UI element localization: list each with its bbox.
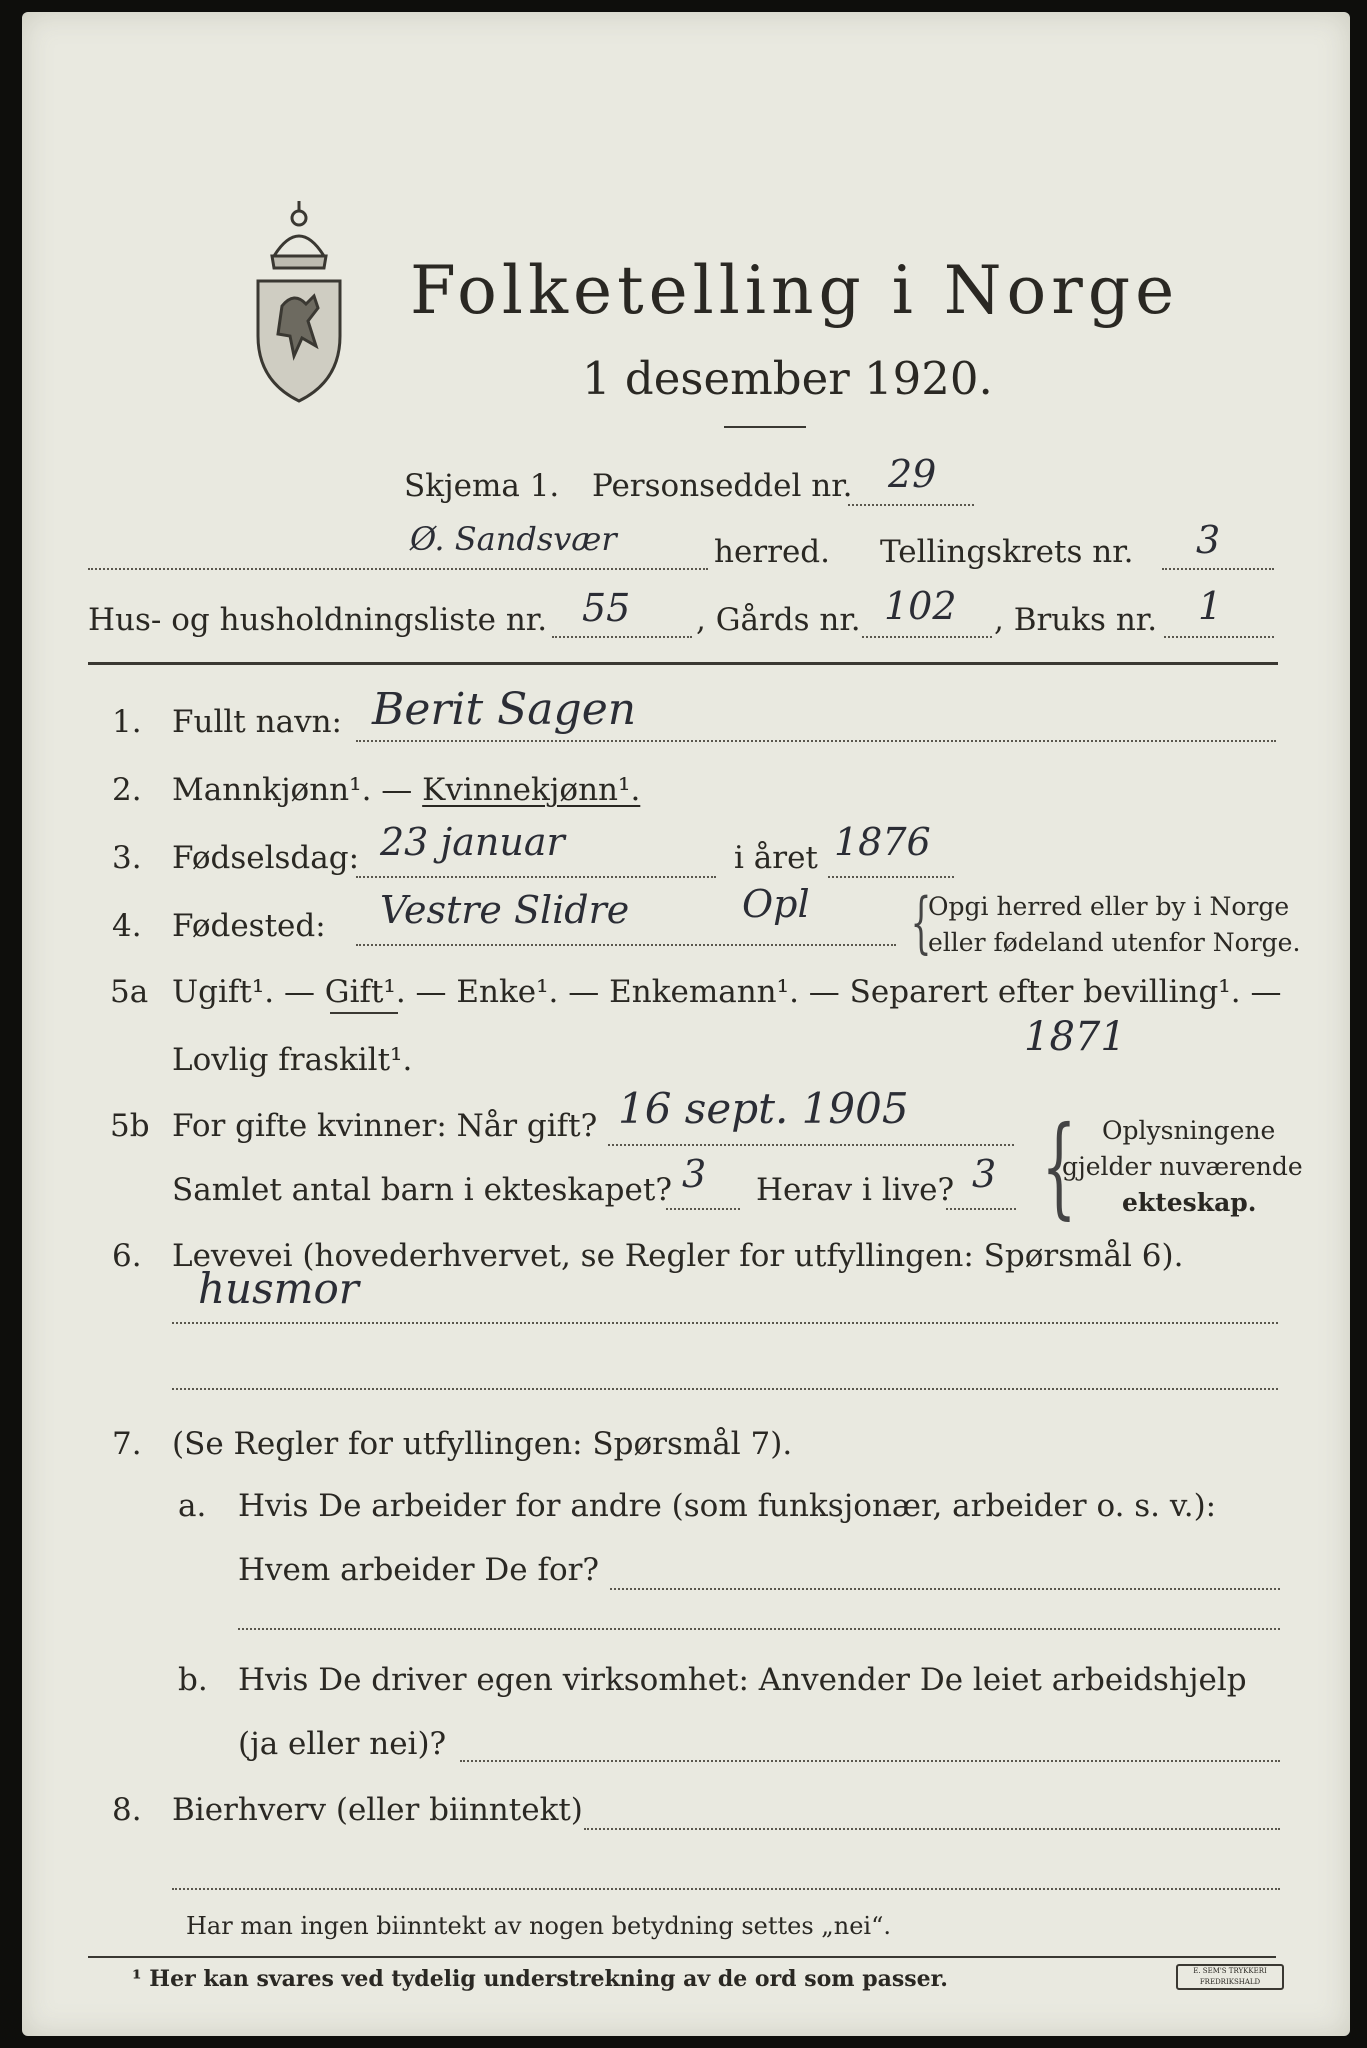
q1-field-line <box>356 740 1276 742</box>
coat-of-arms-logo <box>244 196 354 406</box>
gards-value[interactable]: 102 <box>884 584 957 628</box>
q4-brace: { <box>910 884 932 961</box>
q5b-brace: { <box>1041 1102 1077 1230</box>
q5b-side-note3: ekteskap. <box>1122 1188 1257 1217</box>
herred-label: herred. <box>714 534 830 570</box>
q5b-side-note1: Oplysningene <box>1102 1116 1276 1145</box>
bruks-label: , Bruks nr. <box>994 602 1158 638</box>
form-title: Folketelling i Norge <box>410 252 1180 329</box>
q8-field-line1[interactable] <box>584 1828 1280 1830</box>
herred-value[interactable]: Ø. Sandsvær <box>410 520 617 558</box>
q6-label: Levevei (hovederhvervet, se Regler for utfyllingen: Spørsmål 6). <box>172 1238 1184 1274</box>
bruks-field-line <box>1164 636 1274 638</box>
q8-label: Bierhverv (eller biinntekt) <box>172 1792 583 1828</box>
q5b-number: 5b <box>110 1108 150 1144</box>
biinntekt-note: Har man ingen biinntekt av nogen betydning settes „nei“. <box>186 1912 891 1940</box>
personseddel-field-line <box>848 504 974 506</box>
hus-label: Hus- og husholdningsliste nr. <box>88 602 548 638</box>
q4-number: 4. <box>112 908 142 944</box>
header-rule <box>88 662 1278 665</box>
hus-value[interactable]: 55 <box>582 586 631 630</box>
footnote-rule <box>88 1956 1276 1958</box>
q5b-married-field-line <box>608 1144 1014 1146</box>
q6-field-line1 <box>172 1322 1278 1324</box>
q7a-line2: Hvem arbeider De for? <box>238 1552 600 1588</box>
q3-birthday-value[interactable]: 23 januar <box>380 820 565 864</box>
personseddel-label: Personseddel nr. <box>592 468 853 504</box>
tellingskrets-label: Tellingskrets nr. <box>880 534 1134 570</box>
q8-field-line2[interactable] <box>172 1888 1280 1890</box>
q4-note-line1: Opgi herred eller by i Norge <box>928 892 1290 921</box>
q7-label: (Se Regler for utfyllingen: Spørsmål 7). <box>172 1426 793 1462</box>
q3-number: 3. <box>112 840 142 876</box>
q7a-letter: a. <box>178 1488 207 1524</box>
q2-number: 2. <box>112 772 142 808</box>
q5b-married-value[interactable]: 16 sept. 1905 <box>618 1084 909 1133</box>
q5b-alive-label: Herav i live? <box>756 1172 955 1208</box>
q5b-married-label: For gifte kvinner: Når gift? <box>172 1108 598 1144</box>
q7b-field-line[interactable] <box>460 1760 1280 1762</box>
q6-occupation-value[interactable]: husmor <box>198 1264 359 1313</box>
q2-mann-option[interactable]: Mannkjønn¹. <box>172 772 372 808</box>
q5b-children-label: Samlet antal barn i ekteskapet? <box>172 1172 672 1208</box>
q5a-number: 5a <box>110 974 149 1010</box>
tellingskrets-value[interactable]: 3 <box>1196 518 1221 562</box>
q2-line <box>172 772 640 808</box>
q4-note-line2: eller fødeland utenfor Norge. <box>928 928 1301 957</box>
gards-field-line <box>862 636 992 638</box>
q7b-line2: (ja eller nei)? <box>238 1726 447 1762</box>
q5b-side-note2: gjelder nuværende <box>1062 1152 1303 1181</box>
q2-separator: — <box>371 772 423 808</box>
q5a-gift-underline <box>330 1012 398 1014</box>
printer-stamp: E. SEM'S TRYKKERI FREDRIKSHALD <box>1176 1964 1284 1990</box>
census-date: 1 desember 1920. <box>582 352 993 405</box>
q3-year-value[interactable]: 1876 <box>834 820 931 864</box>
q4-field-line <box>356 944 896 946</box>
q5a-options[interactable]: Ugift¹. — Gift¹. — Enke¹. — Enkemann¹. — Separert efter bevilling¹. — <box>172 974 1282 1010</box>
q7b-letter: b. <box>178 1662 208 1698</box>
q3-label: Fødselsdag: <box>172 840 360 876</box>
gards-label: , Gårds nr. <box>696 602 861 638</box>
q5b-alive-value[interactable]: 3 <box>972 1152 997 1196</box>
q5b-alive-field-line <box>946 1208 1016 1210</box>
q6-number: 6. <box>112 1238 142 1274</box>
q1-number: 1. <box>112 704 142 740</box>
q2-kvinne-option[interactable]: Kvinnekjønn¹. <box>422 772 641 808</box>
q6-field-line2 <box>172 1388 1278 1390</box>
q4-label: Fødested: <box>172 908 326 944</box>
q3-field-line <box>356 876 716 878</box>
q5b-children-value[interactable]: 3 <box>682 1152 707 1196</box>
q7a-line1: Hvis De arbeider for andre (som funksjonær, arbeider o. s. v.): <box>238 1488 1217 1524</box>
q4-birthplace-county[interactable]: Opl <box>742 882 810 926</box>
q7b-line1: Hvis De driver egen virksomhet: Anvender De leiet arbeidshjelp <box>238 1662 1247 1698</box>
q5b-children-field-line <box>666 1208 740 1210</box>
q7a-field-line2[interactable] <box>238 1628 1280 1630</box>
q7a-field-line1[interactable] <box>610 1588 1280 1590</box>
q1-full-name-value[interactable]: Berit Sagen <box>372 684 637 735</box>
q5a-margin-note: 1871 <box>1024 1014 1126 1060</box>
q3-year-field-line <box>828 876 954 878</box>
footnote: ¹ Her kan svares ved tydelig understrekning av de ord som passer. <box>132 1966 948 1992</box>
q4-birthplace-value[interactable]: Vestre Slidre <box>380 888 630 932</box>
tellingskrets-field-line <box>1162 568 1274 570</box>
title-divider <box>724 426 806 428</box>
q8-number: 8. <box>112 1792 142 1828</box>
personseddel-value[interactable]: 29 <box>888 452 937 496</box>
q1-label: Fullt navn: <box>172 704 342 740</box>
q3-year-label: i året <box>734 840 818 876</box>
q7-number: 7. <box>112 1426 142 1462</box>
skjema-label: Skjema 1. <box>404 468 560 504</box>
q5a-fraskilt-option[interactable]: Lovlig fraskilt¹. <box>172 1042 413 1078</box>
hus-field-line <box>552 636 692 638</box>
bruks-value[interactable]: 1 <box>1198 584 1223 628</box>
census-form <box>22 12 1350 2036</box>
herred-field-line <box>88 568 708 570</box>
